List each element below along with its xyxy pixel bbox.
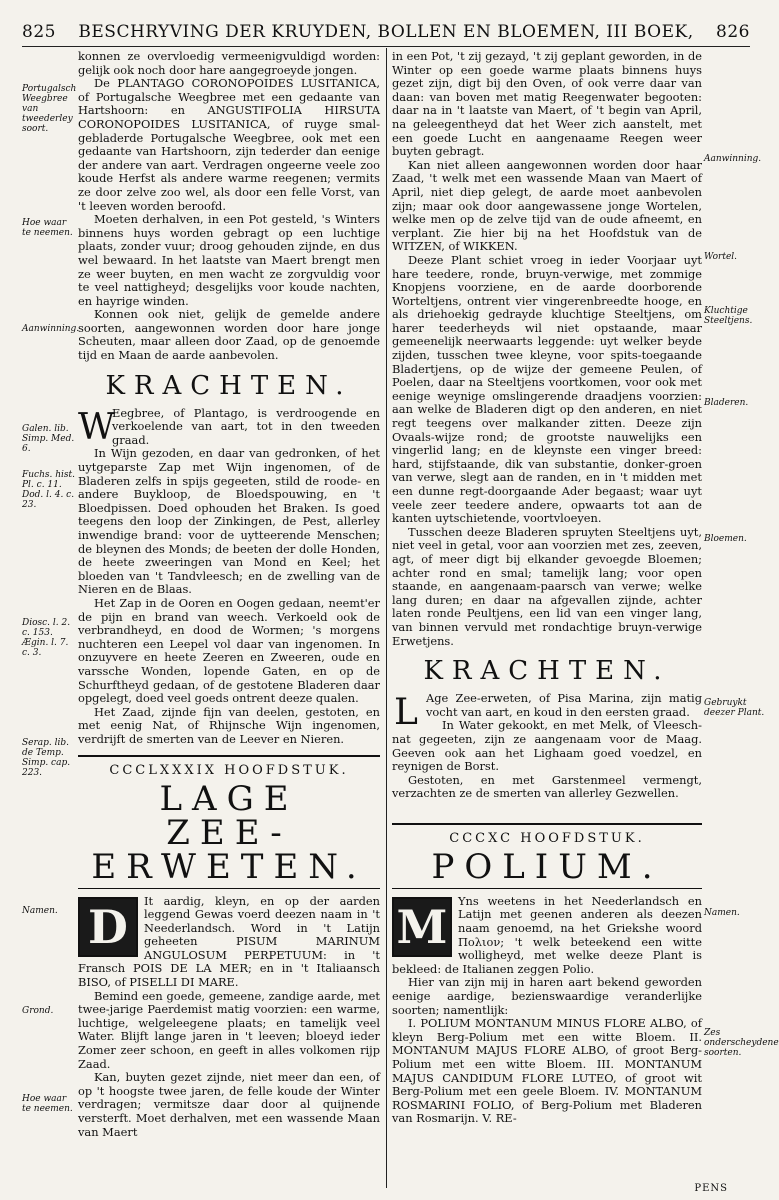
left-column [78,50,380,1139]
margin-note: Hoe waar te neemen. [22,1094,73,1114]
chapter-number: CCCLXXXIX HOOFDSTUK. [109,762,349,778]
decorated-initial: D [78,897,138,957]
paragraph: Moeten derhalven, in een Pot gesteld, 's Winters binnens huys worden gebragt op een luchtige plaats, zonder vuur; droog gehouden zijnde, en dus wel bewaard. In het laatste van Maert brengt men ze weer buyten, en men wacht ze zorgvuldig voor te veel nattigheyd; desgelijks voor koude nachten, en hayrige winden. [78,212,380,308]
right-column [392,50,702,1126]
paragraph: Deeze Plant schiet vroeg in ieder Voorjaar uyt hare teedere, ronde, bruyn-verwige, met zommige Knopjens voorziene, en de aarde doorborende Worteltjens, ontrent vier vingerenbreedte hooge, en als driehoekig gedrayde kluchtige Steeltjens, om harer teederheyds wil niet opstaande, maar gemeenelijk neerwaarts leggende: uyt welker beyde zijden, tusschen twee kleyne, voor spits-toegaande Bladertjens, op de wijze der gemeene Peulen, of Poelen, daar na Steeltjens voortkomen, voor ook met eenige weynige omslingerende draadjens voorzien: aan welke de Bladeren digt op den anderen, en niet regt teegens over malkander zitten. Deeze zijn Ovaals-wijze rond; de grootste nauwelijks een vingerlid lang; en de kleynste een vinger breed: hard, stijfstaande, dik van substantie, donker-groen van verwe, slegt aan de randen, en in 't midden met een dunne regt-doorgaande Ader begaast; waar uyt veele zeer teedere andere, opwaarts tot aan de kanten uytschietende, voortvloeyen. [392,252,702,526]
chapter-title: LAGE [159,778,299,819]
paragraph [78,407,380,448]
margin-note: Diosc. l. 2. c. 153. Ægin. l. 7. c. 3. [22,618,71,658]
paragraph: Bemind een goede, gemeene, zandige aarde, met twee-jarige Paerdemist matig voorzien: een warme, luchtige, welgeleegene plaats; en tamelijk veel Water. Blijft lange jaren in 't leeven; bloeyd ieder Zomer zeer schoon, en geeft in alles volkomen rijp Zaad. [78,988,380,1071]
margin-note: Zes onderscheydene soorten. [704,1028,779,1058]
margin-note: Galen. lib. Simp. Med. 6. [22,424,75,454]
paragraph: Het Zaad, zijnde fijn van deelen, gestoten, en met eenig Nat, of Rhijnsche Wijn ingenomen, verdrijft de smerten van de Leever en Nieren. [78,704,380,746]
margin-note: Gebruykt deezer Plant. [704,698,765,718]
margin-note: Serap. lib. de Temp. Simp. cap. 223. [22,738,71,778]
margin-note: Bladeren. [704,398,749,408]
page-number-left: 825 [22,22,56,42]
running-header [22,22,750,47]
paragraph: Het Zap in de Ooren en Oogen gedaan, neemt'er de pijn en brand van weech. Verkoeld ook de verbrandheyd, en dood de Wormen; 's morgens nuchteren een Leepel vol daar van ingenomen. In onzuyvere en heete Zeeren en Zweeren, oude en varssche Wonden, lopende Gaten, en op de Schurftheyd gedaan, of de gestotene Bladeren daar opgelegt, doed veel goeds ontrent deeze qualen. [78,595,380,706]
chapter-number: CCCXC HOOFDSTUK. [449,830,645,846]
margin-note: Kluchtige Steeltjens. [704,306,753,326]
paragraph-text: Age Zee-erweten, of Pisa Marina, zijn matig vocht van aart, en koud in den eersten graad. [426,691,702,719]
paragraph: Konnen ook niet, gelijk de gemelde andere soorten, aangewonnen worden door hare jonge Scheuten, maar alleen door Zaad, op de genoemde tijd en Maan de aarde aanbevolen. [78,307,380,363]
paragraph: konnen ze overvloedig vermeenigvuldigd worden: gelijk ook noch door hare aangegroeyde jongen. [78,49,380,77]
chapter-title: POLIUM. [431,846,663,887]
decorated-initial: M [392,897,452,957]
margin-note: Namen. [22,906,58,916]
paragraph-text: Yns weetens in het Neederlandsch en Latijn met geenen anderen als deezen naam genoemd, na het Griekshe woord Πολιον; 't welk beteekend een witte wolligheyd, met welke deeze Plant is bekleed: de Italianen zeggen Polio. [392,893,702,976]
catchword: PENS [694,1183,728,1194]
margin-note: Hoe waar te neemen. [22,218,73,238]
paragraph: Kan niet alleen aangewonnen worden door haar Zaad, 't welk met een wassende Maan van Maert of April, niet diep gelegt, de aarde moet aanbevolen zijn; maar ook door aangewassene jonge Wortelen, welke men op de zelve tijd van de oude afneemt, en verplant. Zie hier bij na het Hoofdstuk van de WITZEN, of WIKKEN. [392,157,702,254]
column-divider [386,48,387,1188]
chapter-heading [392,823,702,889]
running-title: BESCHRYVING DER KRUYDEN, BOLLEN EN BLOEMEN, III BOEK, [78,22,694,42]
page-number-right: 826 [716,22,750,42]
chapter-heading [78,755,380,889]
section-heading: KRACHTEN. [423,656,671,687]
paragraph: Kan, buyten gezet zijnde, niet meer dan een, of op 't hoogste twee jaren, de felle koude der Winter verdragen; vermitsze daar door al quijnende versterft. Moet derhalven, met een wassende Maan van Maert [78,1070,380,1139]
paragraph [392,895,702,977]
drop-cap: W [78,406,116,448]
margin-note: Bloemen. [704,534,747,544]
paragraph-text: It aardig, kleyn, en op der aarden leggend Gewas voerd deezen naam in 't Neederlandsch. Word in 't Latijn geheeten PISUM MARINUM ANGULOSUM PERPETUUM: in 't Fransch POIS DE LA MER; en in 't Italiaansch BISO, of PISELLI DI MARE. [78,893,380,990]
paragraph: in een Pot, 't zij gezayd, 't zij geplant geworden, in de Winter op een goede warme plaats binnens huys gezet zijn, digt bij den Oven, of ook verre daar van daan: van boven met matig Reegenwater begooten: daar na in 't laatste van Maert, of 't begin van April, na geleegentheyd dat het Weer zich aanstelt, met een goede Lucht en aangenaame Reegen weer buyten gebragt. [392,49,702,159]
paragraph: Hier van zijn mij in haren aart bekend geworden eenige aardige, bezienswaardige veranderlijke soorten; namentlijk: [392,975,702,1017]
paragraph: In Water gekookt, en met Melk, of Vleesch-nat gegeeten, zijn ze aangenaam voor de Maag. Geeven ook aan het Lighaam goed voedzel, en reynigen de Borst. [392,718,702,774]
chapter-title: ZEE-ERWETEN. [91,812,367,887]
margin-note: Grond. [22,1006,54,1016]
margin-note: Fuchs. hist. Pl. c. 11. Dod. l. 4. c. 23. [22,470,75,510]
margin-note: Namen. [704,908,740,918]
drop-cap: L [394,692,418,734]
paragraph: De PLANTAGO CORONOPOIDES LUSITANICA, of Portugalsche Weegbree met een gedaante van Hartshoorn: en ANGUSTIFOLIA HIRSUTA CORONOPOIDES LUSITANICA, of ruyge smal-gebladerde Portugalsche Weegbree, ook met een gedaante van Hartshoorn, zijn tederder dan eenige der andere van aart. Verdragen ongeerne veele zoo koude Herfst als andere warme reegenen; vermits ze door zelve zoo wel, als door een felle Vorst, van 't leeven worden beroofd. [78,76,380,213]
paragraph: I. POLIUM MONTANUM MINUS FLORE ALBO, of kleyn Berg-Polium met een witte Bloem. II. MONTANUM MAJUS FLORE ALBO, of groot Berg-Polium met een witte Bloem. III. MONTANUM MAJUS CANDIDUM FLORE LUTEO, of groot wit Berg-Polium met een geele Bloem. IV. MONTANUM ROSMARINI FOLIO, of Berg-Polium met Bladeren van Rosmarijn. V. RE- [392,1016,702,1126]
margin-note: Wortel. [704,252,738,262]
paragraph: In Wijn gezoden, en daar van gedronken, of het uytgeparste Zap met Wijn ingenomen, of de Bladeren zelfs in spijs gegeeten, stild de roode- en andere Buykloop, de Bloedspouwing, en 't Bloedpissen. Doed ophouden het Braken. Is goed teegens den loop der Zinkingen, de Pest, allerley inwendige brand: voor de uytteerende Menschen; de bleynen des Monds; de beeten der dolle Honden, de heete zweeringen van Mond en Keel; het bloeden van 't Tandvleesch; en de zwelling van de Nieren en de Blaas. [78,446,380,597]
paragraph-text: Eegbree, of Plantago, is verdroogende en verkoelende van aart, tot in den tweeden graad. [112,405,380,447]
paragraph [392,691,702,734]
margin-note: Aanwinning. [704,154,762,164]
paragraph: Tusschen deeze Bladeren spruyten Steeltjens uyt, niet veel in getal, voor aan voorzien met zes, zeeven, agt, of meer digt bij elkander gevoegde Bloemen; achter rond en smal; tamelijk lang; voor open staande, en aangenaam-paarsch van verwe; welke lang duren; en daar na afgevallen zijnde, achter laten ronde Peultjens, een lid van een vinger lang, van binnen vervuld met rondachtige bruyn-verwige Erwetjens. [392,524,702,648]
section-heading: KRACHTEN. [105,370,353,401]
margin-note: Portugalsch Weegbree van tweederley soort. [22,84,77,134]
paragraph [78,895,380,990]
margin-note: Aanwinning. [22,324,80,334]
paragraph: Gestoten, en met Garstenmeel vermengt, verzachten ze de smerten van allerley Gezwellen. [392,772,702,801]
